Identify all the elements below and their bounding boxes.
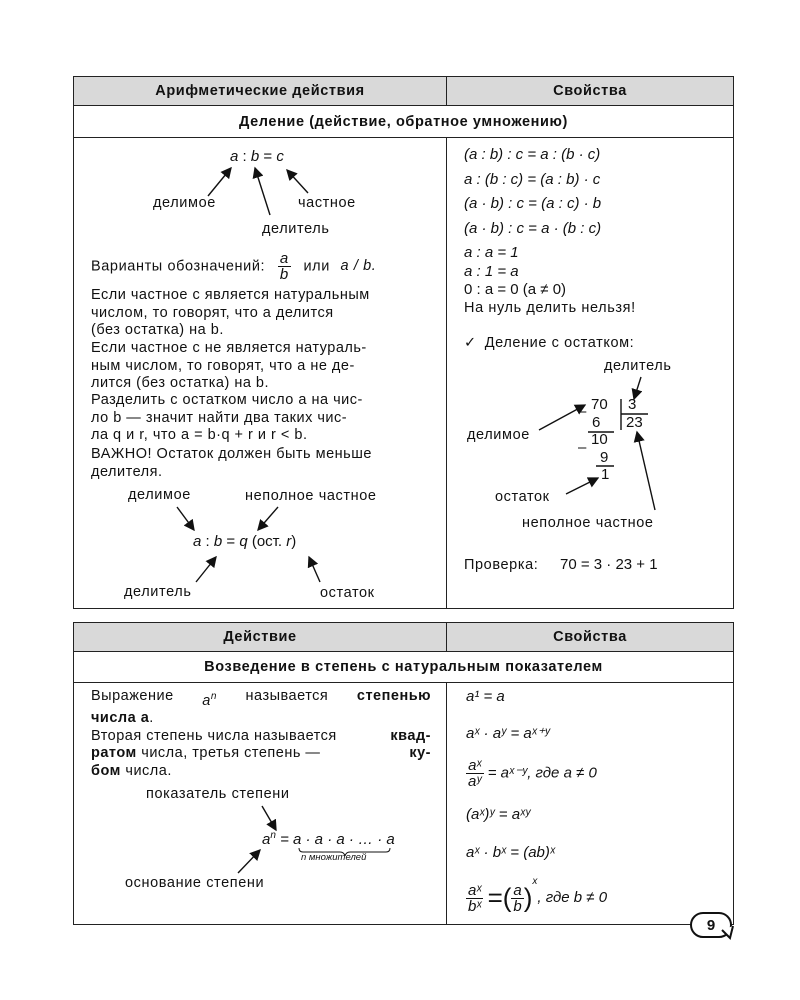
property-4: (a · b) : c = a · (b : c)	[464, 220, 602, 237]
arrow-rem-remainder	[309, 557, 320, 582]
label-quotient: частное	[298, 195, 356, 211]
paragraph-important: ВАЖНО! Остаток должен быть меньше делителя.	[91, 446, 372, 480]
rem-label-divisor: делитель	[124, 584, 192, 600]
paragraph-division-with-remainder: Разделить с остатком число a на чис- ло b — значит найти два таких чис- ла q и r, что a = b·q + r и r < b.	[91, 392, 363, 443]
power-rule-6: $\frac{\text{aˣ}}{\text{bˣ}}$ =( $\frac{a}{b}$ )$^x$, где b ≠ 0	[468, 876, 608, 915]
arrow-rem-divisor	[196, 557, 216, 582]
remainder-formula: a : b = q (ост. r)	[193, 533, 297, 550]
ld-minus-1: –	[578, 403, 587, 420]
table2-header-action: Действие	[74, 623, 446, 652]
table1-header-properties: Свойства	[446, 77, 733, 106]
rem-label-remainder: остаток	[320, 585, 375, 601]
page-badge-tail	[722, 926, 733, 938]
check-icon: ✓	[464, 335, 477, 351]
ld-1: 1	[601, 466, 610, 483]
table2-subheader: Возведение в степень с натуральным показателем	[74, 652, 733, 683]
property-6: a : 1 = a	[464, 263, 519, 280]
arrow-to-quotient	[287, 170, 308, 193]
label-dividend: делимое	[153, 195, 216, 211]
table2-header-properties: Свойства	[446, 623, 733, 652]
label-exponent: показатель степени	[146, 786, 290, 802]
ld-label-partial-quotient: неполное частное	[522, 515, 654, 531]
table1-header-actions: Арифметические действия	[74, 77, 446, 106]
notation-fraction: $\frac{a}{b}$	[279, 250, 289, 283]
ld-9: 9	[600, 449, 609, 466]
no-zero-division: На нуль делить нельзя!	[464, 300, 636, 316]
arrow-rem-partial	[258, 507, 278, 530]
property-7: 0 : a = 0 (a ≠ 0)	[464, 281, 567, 298]
check-label: Проверка:	[464, 557, 539, 573]
power-rule-5: aˣ · bˣ = (ab)ˣ	[466, 844, 555, 861]
power-rule-1: a¹ = a	[466, 688, 505, 705]
ld-label-dividend: делимое	[467, 427, 530, 443]
long-division-title-text: Деление с остатком:	[484, 335, 635, 351]
property-5: a : a = 1	[464, 244, 519, 261]
ld-label-divisor: делитель	[604, 358, 672, 374]
power-rule-4: (aˣ)ʸ = aˣʸ	[466, 806, 531, 823]
power-rule-2: aˣ · aʸ = aˣ⁺ʸ	[466, 725, 550, 742]
rem-label-dividend: делимое	[128, 487, 191, 503]
arrow-rem-dividend	[177, 507, 194, 530]
table1-subheader: Деление (действие, обратное умножению)	[74, 106, 733, 138]
ld-10: 10	[591, 431, 608, 448]
power-rule-3: $\frac{\text{aˣ}}{\text{aʸ}}$ = aˣ⁻ʸ, где a ≠ 0	[468, 757, 597, 790]
ld-arrow-partial	[637, 432, 655, 510]
ld-label-remainder: остаток	[495, 489, 550, 505]
power-definition: Выражение $a^n$ называется степенью числа a. Вторая степень числа называется квад- ратом числа, третья степень — ку- бом числа.	[91, 688, 431, 779]
underbrace	[299, 848, 390, 856]
brace-label: n множителей	[301, 852, 367, 863]
ld-23: 23	[626, 414, 643, 431]
rem-label-partial-quotient: неполное частное	[245, 488, 377, 504]
property-2: a : (b : c) = (a : b) · c	[464, 171, 601, 188]
ld-minus-2: –	[578, 439, 587, 456]
notation-or: или	[303, 258, 330, 275]
paragraph-natural-quotient: Если частное c является натуральным числом, то говорят, что a делится (без остатка) на b.	[91, 287, 370, 338]
notation-slash: a / b.	[340, 258, 377, 275]
ld-arrow-remainder	[566, 478, 598, 494]
paragraph-non-natural-quotient: Если частное c не является натураль- ным числом, то говорят, что a не де- лится (без остатка) на b.	[91, 340, 367, 391]
ld-3: 3	[628, 396, 637, 413]
property-1: (a : b) : c = a : (b · c)	[464, 146, 601, 163]
ld-6: 6	[592, 414, 601, 431]
check-formula: 70 = 3 · 23 + 1	[560, 556, 658, 573]
label-divisor: делитель	[262, 221, 330, 237]
ld-arrow-divisor	[634, 377, 641, 399]
label-base: основание степени	[125, 875, 265, 891]
page-number: 9	[706, 916, 716, 934]
arrow-to-base	[238, 850, 260, 873]
arrow-to-divisor	[255, 168, 270, 215]
ld-70: 70	[591, 396, 608, 413]
arrow-to-dividend	[208, 168, 231, 196]
notation-prefix: Варианты обозначений:	[91, 258, 266, 275]
power-formula: $a^n = a \cdot a \cdot a$ · … · a	[262, 830, 395, 848]
property-3: (a · b) : c = (a : c) · b	[464, 195, 602, 212]
arrow-to-exponent	[262, 806, 276, 830]
division-formula: a : b = c	[230, 148, 284, 165]
ld-arrow-dividend	[539, 405, 585, 430]
